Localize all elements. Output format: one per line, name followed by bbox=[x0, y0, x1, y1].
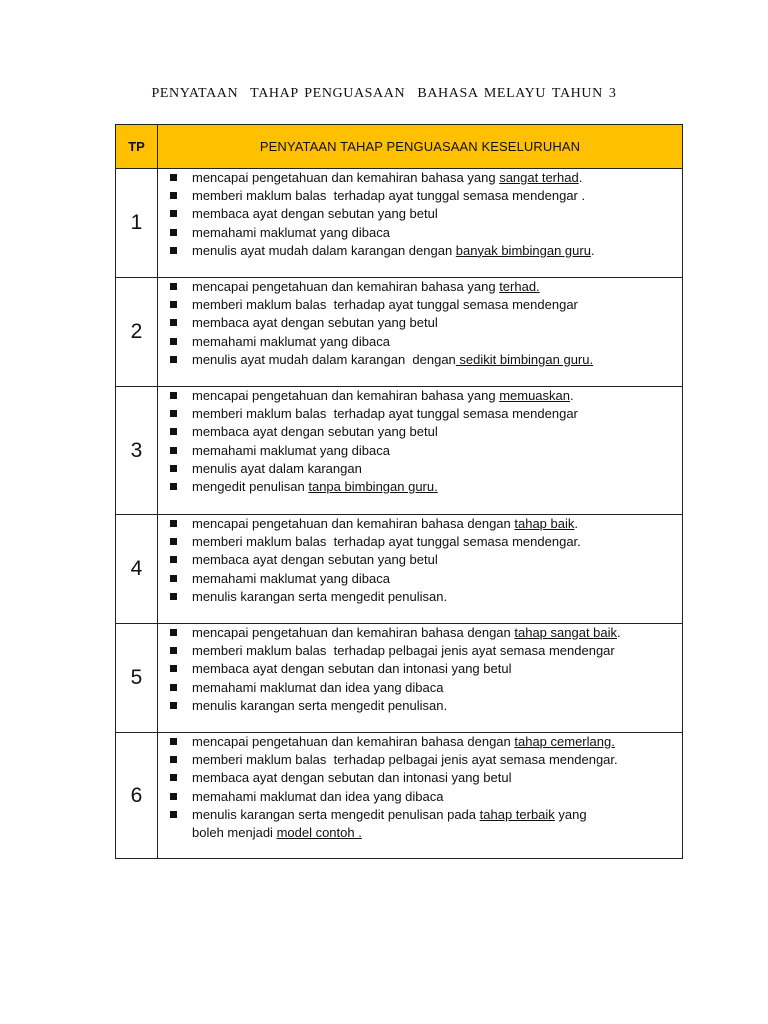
statement-list bbox=[158, 387, 682, 496]
table-row bbox=[116, 387, 683, 515]
statement-text: menulis ayat dalam karangan bbox=[192, 460, 362, 476]
description-cell bbox=[158, 624, 683, 733]
emphasis-text: tahap sangat baik bbox=[514, 625, 618, 640]
list-item bbox=[170, 769, 682, 787]
statement-text: . bbox=[574, 516, 578, 531]
square-bullet-icon bbox=[170, 556, 177, 563]
emphasis-text: tahap cemerlang. bbox=[514, 734, 615, 749]
table-row bbox=[116, 278, 683, 387]
tp-level-cell: 4 bbox=[116, 515, 158, 624]
header-tp bbox=[116, 125, 158, 169]
statement-text: mencapai pengetahuan dan kemahiran bahasa yang bbox=[192, 279, 500, 294]
list-item bbox=[170, 224, 682, 242]
statement-list bbox=[158, 169, 682, 260]
square-bullet-icon bbox=[170, 392, 177, 399]
list-item bbox=[170, 187, 682, 205]
list-item bbox=[170, 660, 682, 678]
statement-text: mengedit penulisan bbox=[192, 479, 309, 495]
square-bullet-icon bbox=[170, 210, 177, 217]
table-body bbox=[116, 169, 683, 859]
list-item bbox=[170, 697, 682, 715]
statement-text: memahami maklumat yang dibaca bbox=[192, 570, 390, 586]
square-bullet-icon bbox=[170, 319, 177, 326]
statement-text: membaca ayat dengan sebutan yang betul bbox=[192, 315, 438, 331]
list-item bbox=[170, 533, 682, 551]
statement-text: memahami maklumat dan idea yang dibaca bbox=[192, 788, 444, 804]
statement-text: mencapai pengetahuan dan kemahiran bahasa dengan bbox=[192, 734, 515, 749]
statement-text: mencapai pengetahuan dan kemahiran bahasa yang bbox=[192, 170, 500, 185]
square-bullet-icon bbox=[170, 428, 177, 435]
emphasis-text: terhad. bbox=[499, 279, 540, 294]
statement-list bbox=[158, 733, 682, 842]
statement-text: menulis karangan serta mengedit penulisan. bbox=[192, 588, 448, 604]
list-item bbox=[170, 333, 682, 351]
square-bullet-icon bbox=[170, 410, 177, 417]
list-item bbox=[170, 570, 682, 588]
square-bullet-icon bbox=[170, 192, 177, 199]
statement-text: membaca ayat dengan sebutan yang betul bbox=[192, 552, 438, 568]
square-bullet-icon bbox=[170, 702, 177, 709]
statement-list bbox=[158, 624, 682, 715]
list-item bbox=[170, 351, 682, 369]
square-bullet-icon bbox=[170, 665, 177, 672]
list-item bbox=[170, 551, 682, 569]
square-bullet-icon bbox=[170, 593, 177, 600]
list-item bbox=[170, 205, 682, 223]
tp-level-cell: 3 bbox=[116, 387, 158, 515]
emphasis-text: tanpa bimbingan guru. bbox=[308, 479, 438, 495]
square-bullet-icon bbox=[170, 247, 177, 254]
list-item bbox=[170, 515, 682, 533]
page-title: PENYATAAN TAHAP PENGUASAAN BAHASA MELAYU TAHUN 3 bbox=[151, 86, 617, 101]
tp-level-cell: 6 bbox=[116, 733, 158, 859]
square-bullet-icon bbox=[170, 538, 177, 545]
table-row bbox=[116, 624, 683, 733]
tp-level-cell: 5 bbox=[116, 624, 158, 733]
square-bullet-icon bbox=[170, 338, 177, 345]
list-item bbox=[170, 806, 682, 842]
statement-text: membaca ayat dengan sebutan dan intonasi yang betul bbox=[192, 661, 512, 677]
statement-text: . bbox=[617, 625, 621, 640]
list-item bbox=[170, 624, 682, 642]
square-bullet-icon bbox=[170, 520, 177, 527]
square-bullet-icon bbox=[170, 575, 177, 582]
description-cell bbox=[158, 733, 683, 859]
table-header-row bbox=[116, 125, 683, 169]
emphasis-text: tahap terbaik bbox=[479, 806, 555, 822]
square-bullet-icon bbox=[170, 229, 177, 236]
list-item bbox=[170, 733, 682, 751]
square-bullet-icon bbox=[170, 283, 177, 290]
list-item bbox=[170, 751, 682, 769]
statement-text: memahami maklumat yang dibaca bbox=[192, 224, 390, 240]
emphasis-text: banyak bimbingan guru bbox=[455, 242, 591, 258]
square-bullet-icon bbox=[170, 356, 177, 363]
square-bullet-icon bbox=[170, 738, 177, 745]
list-item bbox=[170, 679, 682, 697]
list-item bbox=[170, 478, 682, 496]
emphasis-text: tahap baik bbox=[514, 516, 575, 531]
description-cell bbox=[158, 387, 683, 515]
statement-text: memahami maklumat yang dibaca bbox=[192, 333, 390, 349]
list-item bbox=[170, 405, 682, 423]
list-item bbox=[170, 642, 682, 660]
square-bullet-icon bbox=[170, 629, 177, 636]
description-cell bbox=[158, 278, 683, 387]
emphasis-text: sangat terhad bbox=[499, 170, 579, 185]
statement-text: menulis karangan serta mengedit penulisan. bbox=[192, 697, 448, 713]
statement-text: . bbox=[578, 170, 583, 185]
square-bullet-icon bbox=[170, 447, 177, 454]
square-bullet-icon bbox=[170, 483, 177, 490]
statement-text: . bbox=[590, 242, 595, 258]
statement-text: menulis ayat mudah dalam karangan dengan bbox=[192, 242, 456, 258]
square-bullet-icon bbox=[170, 174, 177, 181]
list-item bbox=[170, 588, 682, 606]
list-item bbox=[170, 442, 682, 460]
square-bullet-icon bbox=[170, 647, 177, 654]
description-cell bbox=[158, 169, 683, 278]
square-bullet-icon bbox=[170, 756, 177, 763]
square-bullet-icon bbox=[170, 465, 177, 472]
statement-text: memberi maklum balas terhadap ayat tunggal semasa mendengar bbox=[192, 406, 578, 422]
statement-text: yang boleh menjadi bbox=[192, 806, 587, 841]
list-item bbox=[170, 387, 682, 405]
statement-text: membaca ayat dengan sebutan dan intonasi yang betul bbox=[192, 770, 512, 786]
statement-text: membaca ayat dengan sebutan yang betul bbox=[192, 424, 438, 440]
table-row bbox=[116, 169, 683, 278]
square-bullet-icon bbox=[170, 301, 177, 308]
list-item bbox=[170, 169, 682, 187]
statement-text: memahami maklumat dan idea yang dibaca bbox=[192, 679, 444, 695]
statement-list bbox=[158, 515, 682, 606]
list-item bbox=[170, 423, 682, 441]
statement-text: mencapai pengetahuan dan kemahiran bahasa dengan bbox=[192, 625, 515, 640]
tp-level-cell: 1 bbox=[116, 169, 158, 278]
statement-text: membaca ayat dengan sebutan yang betul bbox=[192, 206, 438, 222]
list-item bbox=[170, 314, 682, 332]
statement-text: memberi maklum balas terhadap pelbagai jenis ayat semasa mendengar. bbox=[192, 752, 618, 768]
emphasis-text: memuaskan bbox=[499, 388, 570, 403]
emphasis-text: model contoh . bbox=[276, 825, 362, 841]
description-cell bbox=[158, 515, 683, 624]
header-description bbox=[158, 125, 683, 169]
square-bullet-icon bbox=[170, 811, 177, 818]
statement-text: memberi maklum balas terhadap pelbagai jenis ayat semasa mendengar bbox=[192, 643, 615, 659]
statement-text: memahami maklumat yang dibaca bbox=[192, 442, 390, 458]
tp-level-cell: 2 bbox=[116, 278, 158, 387]
list-item bbox=[170, 242, 682, 260]
square-bullet-icon bbox=[170, 684, 177, 691]
list-item bbox=[170, 278, 682, 296]
achievement-level-table bbox=[115, 124, 683, 859]
square-bullet-icon bbox=[170, 793, 177, 800]
statement-text: memberi maklum balas terhadap ayat tunggal semasa mendengar bbox=[192, 297, 578, 313]
list-item bbox=[170, 460, 682, 478]
table-row bbox=[116, 515, 683, 624]
emphasis-text: sedikit bimbingan guru. bbox=[455, 351, 594, 367]
statement-list bbox=[158, 278, 682, 369]
statement-text: menulis karangan serta mengedit penulisan pada bbox=[192, 806, 480, 822]
square-bullet-icon bbox=[170, 774, 177, 781]
statement-text: menulis ayat mudah dalam karangan dengan bbox=[192, 351, 456, 367]
list-item bbox=[170, 788, 682, 806]
list-item bbox=[170, 296, 682, 314]
statement-text: . bbox=[570, 388, 574, 403]
table-row bbox=[116, 733, 683, 859]
statement-text: memberi maklum balas terhadap ayat tunggal semasa mendengar . bbox=[192, 188, 586, 204]
statement-text: mencapai pengetahuan dan kemahiran bahasa yang bbox=[192, 388, 500, 403]
header-tp-label: TP bbox=[128, 139, 145, 154]
statement-text: memberi maklum balas terhadap ayat tunggal semasa mendengar. bbox=[192, 534, 581, 550]
header-description-label: PENYATAAN TAHAP PENGUASAAN KESELURUHAN bbox=[259, 139, 581, 154]
statement-text: mencapai pengetahuan dan kemahiran bahasa dengan bbox=[192, 516, 515, 531]
